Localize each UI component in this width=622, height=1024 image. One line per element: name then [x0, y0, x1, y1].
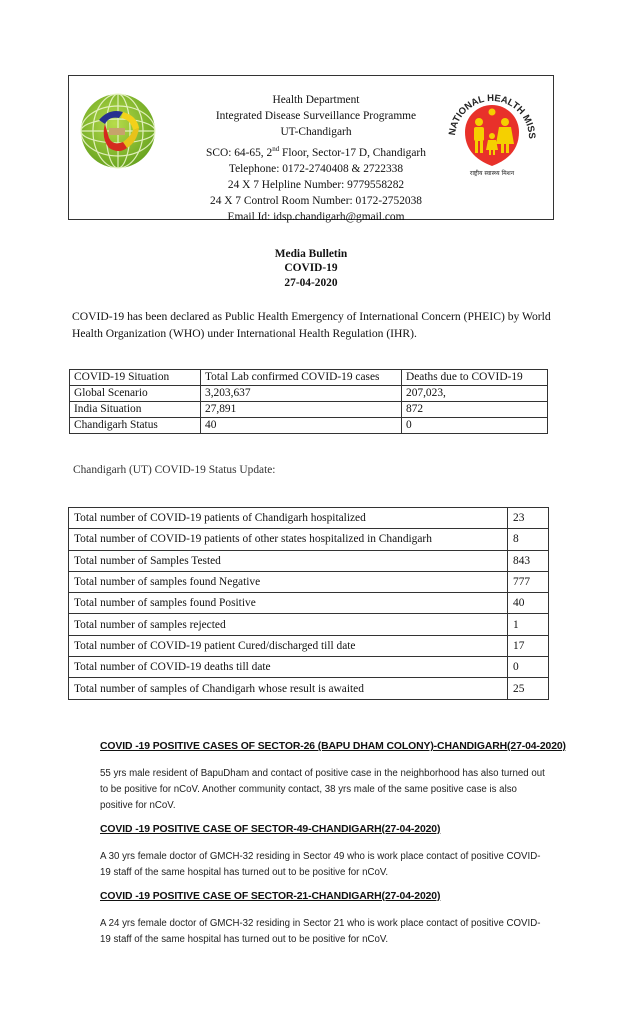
- table-cell: India Situation: [70, 402, 201, 418]
- telephone: Telephone: 0172-2740408 & 2722338: [228, 162, 404, 175]
- status-label: Total number of samples found Negative: [69, 571, 508, 592]
- status-label: Total number of COVID-19 deaths till date: [69, 657, 508, 678]
- table-cell: 872: [402, 402, 548, 418]
- status-value: 40: [508, 593, 549, 614]
- address-suffix: Floor, Sector-17 D, Chandigarh: [279, 146, 426, 159]
- status-value: 8: [508, 529, 549, 550]
- table-row: [69, 508, 549, 529]
- header-cell: Total Lab confirmed COVID-19 cases: [201, 370, 402, 386]
- table-row: [69, 550, 549, 571]
- control-room: 24 X 7 Control Room Number: 0172-2752038: [210, 195, 422, 208]
- bulletin-date: 27-04-2020: [284, 276, 338, 289]
- case-title: COVID -19 POSITIVE CASE OF SECTOR-49-CHANDIGARH(27-04-2020): [100, 824, 441, 835]
- table-row: [69, 657, 549, 678]
- table-row: [69, 635, 549, 656]
- department-name: Health Department: [272, 94, 360, 106]
- status-label: Total number of samples of Chandigarh whose result is awaited: [69, 678, 508, 699]
- helpline: 24 X 7 Helpline Number: 9779558282: [227, 178, 405, 191]
- status-table: [68, 507, 549, 700]
- bulletin-title: Media Bulletin: [274, 248, 348, 260]
- letterhead: [68, 75, 554, 224]
- case-title: COVID -19 POSITIVE CASES OF SECTOR-26 (BAPU DHAM COLONY)-CHANDIGARH(27-04-2020): [100, 741, 566, 752]
- status-label: Total number of COVID-19 patients of Chandigarh hospitalized: [69, 508, 508, 529]
- status-value: 23: [508, 508, 549, 529]
- case-title: COVID -19 POSITIVE CASE OF SECTOR-21-CHANDIGARH(27-04-2020): [100, 891, 441, 902]
- national-health-mission-logo-icon: [441, 80, 541, 180]
- intro-paragraph: COVID-19 has been declared as Public Health Emergency of International Concern (PHEIC) by World Health Organization (WHO) under International Health Regulation (IHR).: [72, 310, 551, 340]
- table-header-row: [70, 370, 548, 386]
- ut-status-label: Chandigarh (UT) COVID-19 Status Update:: [73, 464, 276, 476]
- table-row: [69, 614, 549, 635]
- table-cell: 27,891: [201, 402, 402, 418]
- idsp-globe-logo-icon: [79, 90, 157, 172]
- table-row: [69, 529, 549, 550]
- svg-text:NATIONAL HEALTH MISSION: NATIONAL HEALTH MISS: [447, 92, 538, 140]
- email: Email Id: idsp.chandigarh@gmail.com: [227, 211, 405, 224]
- status-value: 1: [508, 614, 549, 635]
- table-cell: 40: [201, 418, 402, 434]
- address: [179, 141, 453, 161]
- status-label: Total number of COVID-19 patient Cured/discharged till date: [69, 635, 508, 656]
- programme-name: Integrated Disease Surveillance Programme: [215, 110, 417, 123]
- status-value: 0: [508, 657, 549, 678]
- address-sup: nd: [272, 144, 280, 153]
- address-prefix: SCO: 64-65, 2: [206, 146, 273, 159]
- table-row: [69, 571, 549, 592]
- situation-table: [69, 369, 548, 434]
- ut-name: UT-Chandigarh: [280, 126, 352, 139]
- table-row: [69, 593, 549, 614]
- status-label: Total number of COVID-19 patients of other states hospitalized in Chandigarh: [69, 529, 508, 550]
- status-label: Total number of samples rejected: [69, 614, 508, 635]
- table-row: [70, 386, 548, 402]
- table-cell: Global Scenario: [70, 386, 201, 402]
- table-cell: 0: [402, 418, 548, 434]
- svg-text:राष्ट्रीय स्वास्थ्य मिशन: राष्ट्रीय स्वास्थ्य मिशन: [469, 170, 515, 177]
- status-value: 25: [508, 678, 549, 699]
- header-cell: COVID-19 Situation: [70, 370, 201, 386]
- bulletin-subtitle: COVID-19: [284, 262, 338, 275]
- status-value: 843: [508, 550, 549, 571]
- case-body: A 24 yrs female doctor of GMCH-32 residing in Sector 21 who is work place contact of positive COVID-19 staff of the same hospital has turned out to be positive for nCoV.: [100, 918, 541, 945]
- status-value: 777: [508, 571, 549, 592]
- table-row: [69, 678, 549, 699]
- table-cell: 207,023,: [402, 386, 548, 402]
- status-label: Total number of Samples Tested: [69, 550, 508, 571]
- status-label: Total number of samples found Positive: [69, 593, 508, 614]
- letterhead-text: [179, 92, 453, 225]
- table-cell: Chandigarh Status: [70, 418, 201, 434]
- header-cell: Deaths due to COVID-19: [402, 370, 548, 386]
- bulletin-heading: [0, 247, 622, 290]
- status-value: 17: [508, 635, 549, 656]
- case-body: A 30 yrs female doctor of GMCH-32 residing in Sector 49 who is work place contact of positive COVID-19 staff of the same hospital has turned out to be positive for nCoV.: [100, 851, 541, 878]
- table-cell: 3,203,637: [201, 386, 402, 402]
- case-body: 55 yrs male resident of BapuDham and contact of positive case in the neighborhood has also turned out to be positive for nCoV. Another community contact, 38 yrs male of the same positive case is also positive for nCoV.: [100, 768, 545, 811]
- table-row: [70, 418, 548, 434]
- table-row: [70, 402, 548, 418]
